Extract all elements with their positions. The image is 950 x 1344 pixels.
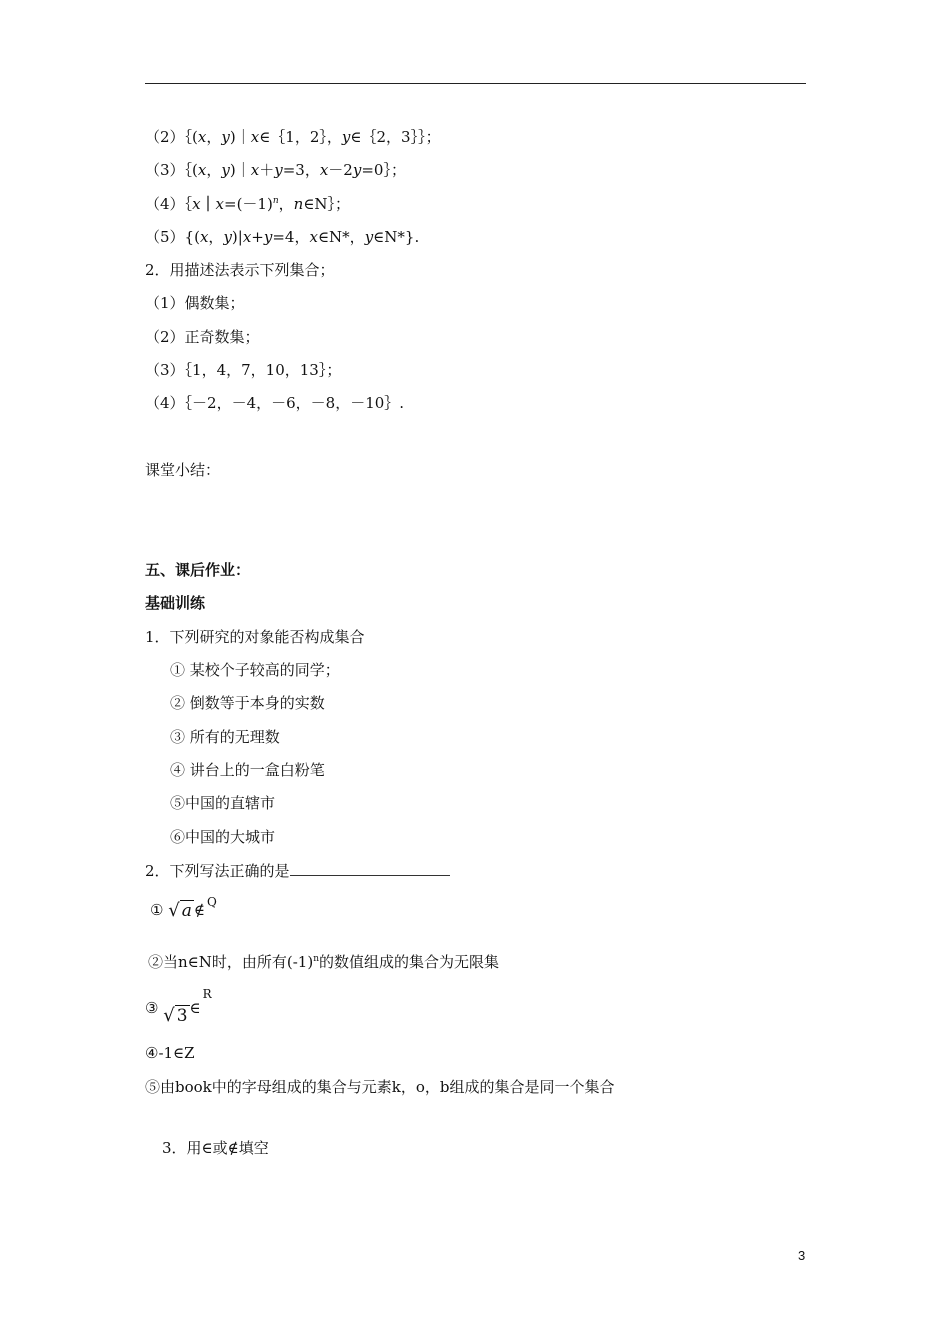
class-summary: 课堂小结： (145, 461, 221, 479)
hw1-item-3: ③ 所有的无理数 (170, 728, 280, 746)
hw3-title: 3．用∈或∉填空 (162, 1139, 269, 1157)
hw2-title: 2．下列写法正确的是 (145, 860, 450, 881)
hw2-option-1: ① √ a ∉ $^Q$ (150, 895, 217, 926)
sqrt-3: √ 3 (163, 1005, 188, 1026)
hw1-item-6: ⑥中国的大城市 (170, 828, 276, 846)
q2-title: 2．用描述法表示下列集合； (145, 261, 335, 279)
header-rule (145, 83, 806, 84)
hw1-item-1: ① 某校个子较高的同学； (170, 661, 340, 679)
hw1-item-4: ④ 讲台上的一盒白粉笔 (170, 761, 325, 779)
q1-item-5: （5）{(x，y)|x+y=4，x∈N*，y∈N*}. (145, 228, 420, 246)
basic-training-title: 基础训练 (145, 594, 206, 612)
page-number: 3 (798, 1248, 806, 1263)
sqrt-a: √ a (168, 900, 192, 921)
q2-item-4: （4）｛－2，－4，－6，－8，－10｝. (145, 394, 405, 412)
q2-item-1: （1）偶数集； (145, 294, 245, 312)
hw2-option-2: ②当n∈N时，由所有$(-1)^n$的数值组成的集合为无限集 (148, 953, 500, 971)
hw2-option-3: ③ √ 3 ∈$^R$ (145, 987, 212, 1031)
hw1-item-2: ② 倒数等于本身的实数 (170, 694, 325, 712)
hw1-title: 1．下列研究的对象能否构成集合 (145, 628, 365, 646)
homework-title: 五、课后作业： (145, 561, 251, 579)
q2-item-3: （3）｛1，4，7，10，13｝； (145, 361, 342, 379)
hw2-option-4: ④-1∈Z (145, 1044, 195, 1062)
q1-item-2: （2）｛(x，y)｜x∈｛1，2｝，y∈｛2，3｝｝； (145, 128, 441, 146)
hw2-option-5: ⑤由book中的字母组成的集合与元素k，o，b组成的集合是同一个集合 (145, 1078, 615, 1096)
q1-item-4: $(4)\{x|x=(-1)^n$，n∈N｝； (145, 195, 351, 213)
q2-item-2: （2）正奇数集； (145, 328, 260, 346)
hw1-item-5: ⑤中国的直辖市 (170, 794, 276, 812)
answer-blank (290, 860, 450, 876)
q1-item-3: （3）｛(x，y)｜x＋y=3，x－2y=0｝； (145, 161, 406, 179)
